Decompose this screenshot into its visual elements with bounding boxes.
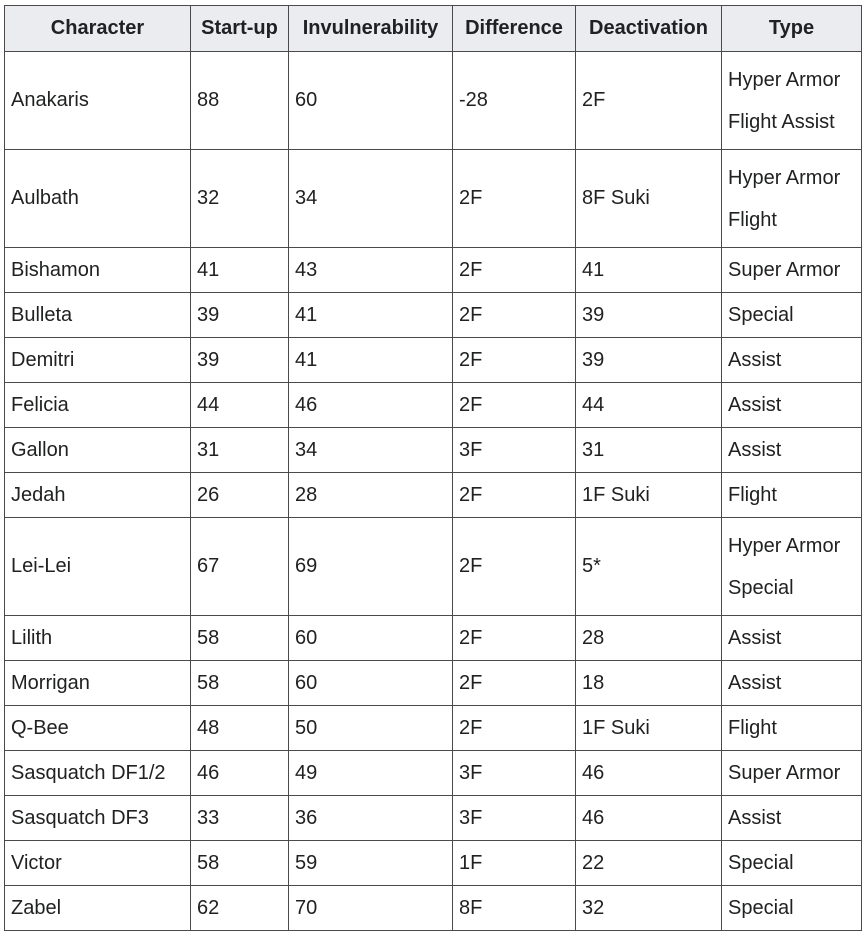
type-entry: Super Armor [728, 259, 841, 281]
cell-type [722, 841, 862, 886]
type-entry: Flight [728, 484, 777, 506]
cell-deactivation: 46 [576, 751, 722, 796]
type-entry: Flight Assist [728, 110, 835, 133]
cell-deactivation: 44 [576, 383, 722, 428]
cell-type [722, 428, 862, 473]
type-entry: Special [728, 304, 794, 326]
table-row [5, 52, 862, 150]
type-entry: Assist [728, 349, 782, 371]
cell-deactivation: 8F Suki [576, 150, 722, 248]
cell-character: Sasquatch DF3 [5, 796, 191, 841]
table-row [5, 661, 862, 706]
cell-deactivation: 1F Suki [576, 473, 722, 518]
cell-character: Bulleta [5, 293, 191, 338]
cell-character: Morrigan [5, 661, 191, 706]
cell-startup: 58 [191, 661, 289, 706]
table-row [5, 796, 862, 841]
cell-character: Victor [5, 841, 191, 886]
cell-type [722, 886, 862, 931]
cell-startup: 88 [191, 52, 289, 150]
cell-deactivation: 39 [576, 293, 722, 338]
cell-deactivation: 22 [576, 841, 722, 886]
cell-invulnerability: 46 [289, 383, 453, 428]
type-entry: Assist [728, 394, 782, 416]
cell-deactivation: 18 [576, 661, 722, 706]
header-deactivation: Deactivation [576, 6, 722, 52]
cell-invulnerability: 28 [289, 473, 453, 518]
cell-invulnerability: 50 [289, 706, 453, 751]
table-row [5, 248, 862, 293]
type-entry: Super Armor [728, 762, 841, 784]
cell-startup: 39 [191, 338, 289, 383]
header-type: Type [722, 6, 862, 52]
header-startup: Start-up [191, 6, 289, 52]
cell-character: Aulbath [5, 150, 191, 248]
cell-difference: 2F [453, 706, 576, 751]
type-entry: Hyper Armor [728, 534, 841, 557]
type-entry: Special [728, 852, 794, 874]
cell-difference: 2F [453, 338, 576, 383]
table-row [5, 473, 862, 518]
cell-character: Felicia [5, 383, 191, 428]
cell-difference: 3F [453, 796, 576, 841]
cell-invulnerability: 41 [289, 338, 453, 383]
cell-character: Gallon [5, 428, 191, 473]
cell-difference: 2F [453, 150, 576, 248]
cell-type [722, 338, 862, 383]
cell-invulnerability: 60 [289, 661, 453, 706]
cell-startup: 31 [191, 428, 289, 473]
cell-type [722, 473, 862, 518]
cell-type [722, 751, 862, 796]
type-entry: Assist [728, 627, 782, 649]
cell-difference: 2F [453, 293, 576, 338]
cell-invulnerability: 34 [289, 428, 453, 473]
cell-type [722, 661, 862, 706]
cell-difference: 2F [453, 518, 576, 616]
cell-deactivation: 41 [576, 248, 722, 293]
cell-difference: 3F [453, 428, 576, 473]
header-row [5, 6, 862, 52]
table-row [5, 706, 862, 751]
cell-invulnerability: 59 [289, 841, 453, 886]
cell-difference: 3F [453, 751, 576, 796]
cell-startup: 67 [191, 518, 289, 616]
cell-invulnerability: 43 [289, 248, 453, 293]
cell-type [722, 616, 862, 661]
cell-type [722, 248, 862, 293]
header-character: Character [5, 6, 191, 52]
cell-startup: 62 [191, 886, 289, 931]
table-row [5, 616, 862, 661]
cell-invulnerability: 60 [289, 616, 453, 661]
table-row [5, 751, 862, 796]
cell-startup: 32 [191, 150, 289, 248]
cell-type [722, 293, 862, 338]
cell-deactivation: 1F Suki [576, 706, 722, 751]
cell-character: Sasquatch DF1/2 [5, 751, 191, 796]
type-entry: Special [728, 576, 794, 599]
cell-startup: 39 [191, 293, 289, 338]
cell-invulnerability: 49 [289, 751, 453, 796]
table-row [5, 150, 862, 248]
cell-difference: 2F [453, 661, 576, 706]
type-entry: Hyper Armor [728, 68, 841, 91]
cell-difference: 1F [453, 841, 576, 886]
cell-type [722, 52, 862, 150]
cell-type [722, 383, 862, 428]
cell-character: Anakaris [5, 52, 191, 150]
type-entry: Assist [728, 672, 782, 694]
cell-startup: 46 [191, 751, 289, 796]
cell-difference: 8F [453, 886, 576, 931]
cell-type [722, 518, 862, 616]
cell-type [722, 706, 862, 751]
type-entry: Assist [728, 807, 782, 829]
table-row [5, 841, 862, 886]
type-entry: Hyper Armor [728, 166, 841, 189]
cell-difference: 2F [453, 616, 576, 661]
table-row [5, 383, 862, 428]
table-row [5, 886, 862, 931]
cell-deactivation: 32 [576, 886, 722, 931]
cell-deactivation: 2F [576, 52, 722, 150]
cell-invulnerability: 36 [289, 796, 453, 841]
type-entry: Flight [728, 208, 777, 231]
cell-invulnerability: 41 [289, 293, 453, 338]
cell-invulnerability: 34 [289, 150, 453, 248]
cell-startup: 41 [191, 248, 289, 293]
cell-startup: 58 [191, 841, 289, 886]
cell-invulnerability: 69 [289, 518, 453, 616]
cell-character: Demitri [5, 338, 191, 383]
cell-type [722, 150, 862, 248]
cell-deactivation: 31 [576, 428, 722, 473]
cell-invulnerability: 60 [289, 52, 453, 150]
cell-invulnerability: 70 [289, 886, 453, 931]
table-body [5, 52, 862, 931]
cell-difference: 2F [453, 248, 576, 293]
header-difference: Difference [453, 6, 576, 52]
cell-character: Jedah [5, 473, 191, 518]
cell-deactivation: 5* [576, 518, 722, 616]
type-entry: Special [728, 897, 794, 919]
cell-deactivation: 28 [576, 616, 722, 661]
cell-difference: 2F [453, 473, 576, 518]
cell-startup: 58 [191, 616, 289, 661]
header-invulnerability: Invulnerability [289, 6, 453, 52]
table-row [5, 338, 862, 383]
table-row [5, 518, 862, 616]
cell-startup: 44 [191, 383, 289, 428]
frame-data-table [4, 5, 862, 931]
cell-startup: 26 [191, 473, 289, 518]
table-row [5, 428, 862, 473]
cell-difference: -28 [453, 52, 576, 150]
cell-character: Lilith [5, 616, 191, 661]
cell-deactivation: 46 [576, 796, 722, 841]
cell-character: Bishamon [5, 248, 191, 293]
type-entry: Assist [728, 439, 782, 461]
cell-character: Q-Bee [5, 706, 191, 751]
cell-startup: 33 [191, 796, 289, 841]
cell-character: Lei-Lei [5, 518, 191, 616]
cell-type [722, 796, 862, 841]
cell-character: Zabel [5, 886, 191, 931]
cell-difference: 2F [453, 383, 576, 428]
cell-startup: 48 [191, 706, 289, 751]
table-row [5, 293, 862, 338]
type-entry: Flight [728, 717, 777, 739]
cell-deactivation: 39 [576, 338, 722, 383]
